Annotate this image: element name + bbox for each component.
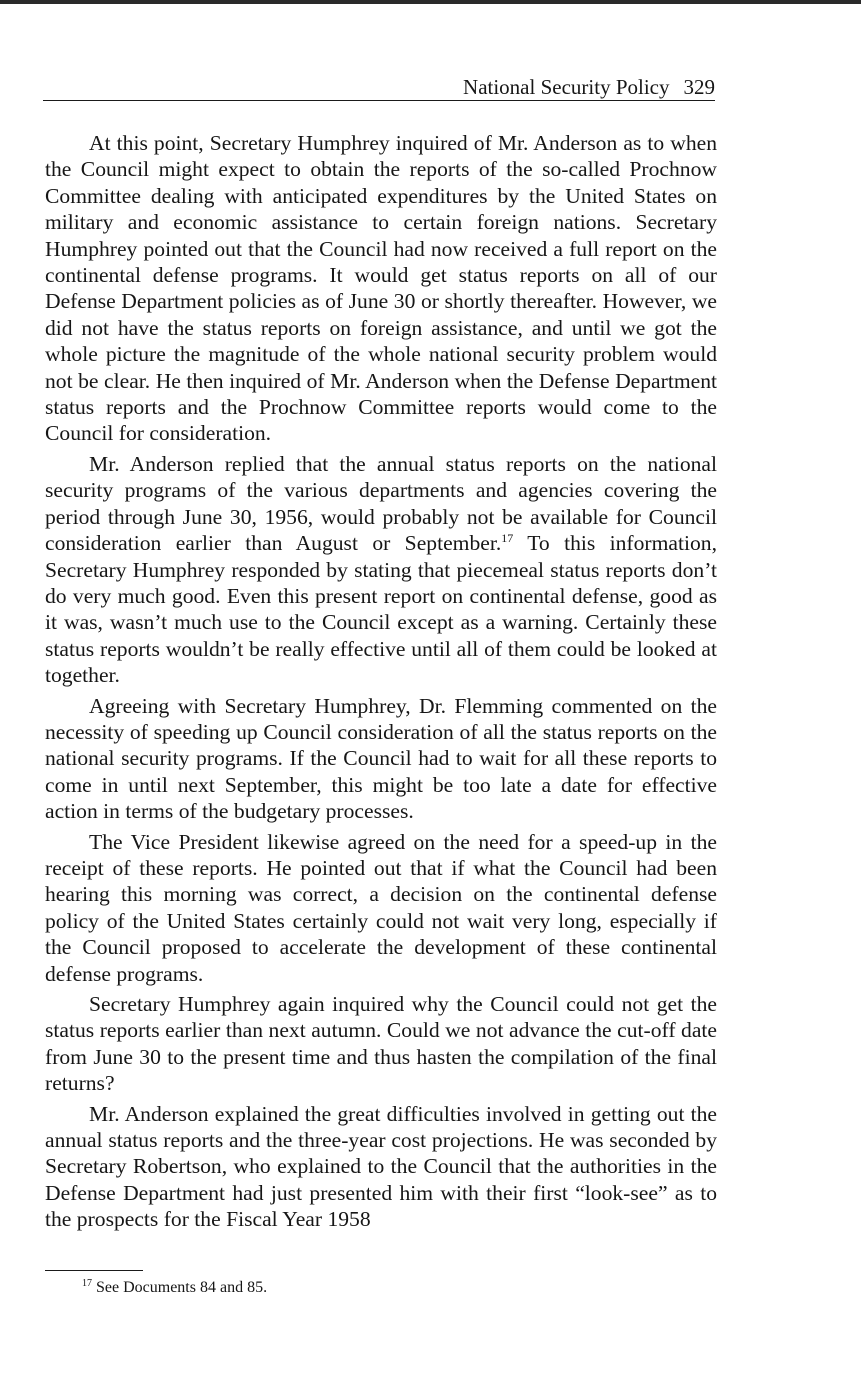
paragraph: Agreeing with Secretary Humphrey, Dr. Flemming commented on the necessity of speeding up Council consideration of all the status reports on the national security programs. If the Council had to wait for all these reports to come in until next September, this might be too late a date for effective action in terms of the budgetary processes. (45, 693, 717, 824)
running-title: National Security Policy (463, 75, 670, 99)
paragraph: At this point, Secretary Humphrey inquired of Mr. Anderson as to when the Council might expect to obtain the reports of the so-called Prochnow Committee dealing with anticipated expenditures by the United States on military and economic assistance to certain foreign nations. Secretary Humphrey pointed out that the Council had now received a full report on the continental defense programs. It would get status reports on all of our Defense Department policies as of June 30 or shortly thereafter. However, we did not have the status reports on foreign assistance, and until we got the whole picture the magnitude of the whole national security problem would not be clear. He then inquired of Mr. Anderson when the Defense Department status reports and the Prochnow Committee reports would come to the Council for consideration. (45, 131, 717, 446)
paragraph (45, 451, 717, 689)
footnote-text: See Documents 84 and 85. (96, 1279, 268, 1296)
paragraph: The Vice President likewise agreed on the need for a speed-up in the receipt of these reports. He pointed out that if what the Council had been hearing this morning was correct, a decision on the continental defense policy of the United States certainly could not wait very long, especially if the Council proposed to accelerate the development of these continental defense programs. (45, 829, 717, 986)
paragraph-text: Mr. Anderson replied that the annual status reports on the national security programs of the various departments and agencies covering the period through June 30, 1956, would probably not be available for Council consideration earlier than August or September. (45, 451, 717, 556)
paragraph-text: To this information, Secretary Humphrey responded by stating that piecemeal status reports don’t do very much good. Even this present report on continental defense, good as it was, wasn’t much use to the Council except as a warning. Certainly these status reports wouldn’t be really effective until all of them could be looked at together. (45, 531, 717, 688)
footnote (82, 1278, 267, 1298)
body-text (45, 130, 717, 1237)
running-header (43, 74, 715, 101)
page-top-edge (0, 0, 861, 4)
footnote-ref: 17 (501, 531, 514, 546)
paragraph: Mr. Anderson explained the great difficulties involved in getting out the annual status reports and the three-year cost projections. He was seconded by Secretary Robertson, who explained to the Council that the authorities in the Defense Department had just presented him with their first “look-see” as to the prospects for the Fiscal Year 1958 (45, 1101, 717, 1232)
page-number: 329 (683, 75, 715, 99)
footnote-divider (45, 1270, 143, 1271)
paragraph: Secretary Humphrey again inquired why the Council could not get the status reports earlier than next autumn. Could we not advance the cut-off date from June 30 to the present time and thus hasten the compilation of the final returns? (45, 992, 717, 1096)
footnote-number: 17 (82, 1278, 92, 1289)
